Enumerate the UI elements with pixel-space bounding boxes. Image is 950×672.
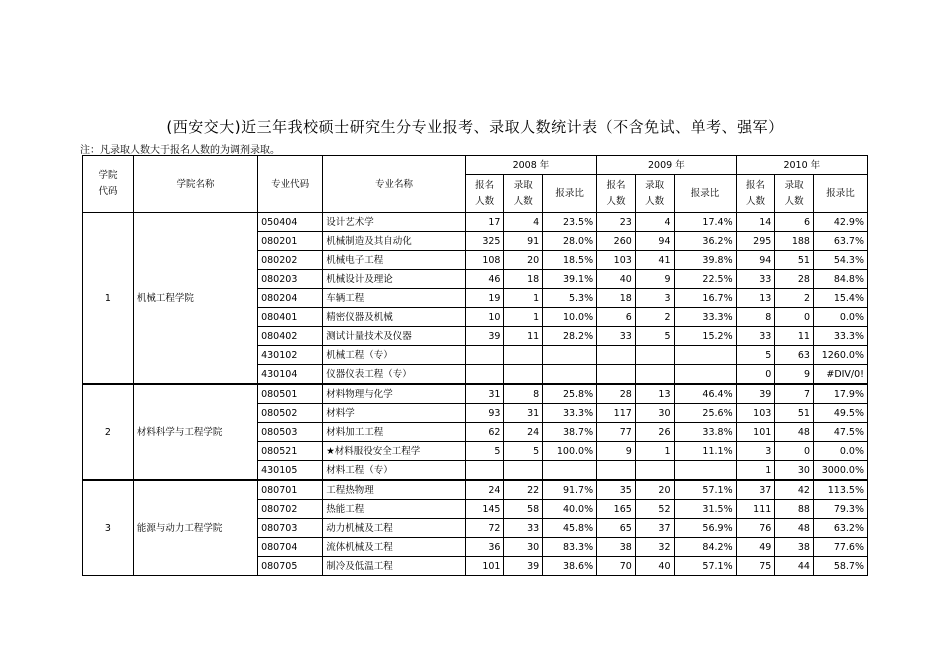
admitted-count-cell: 1 xyxy=(504,289,543,308)
applied-count-cell: 5 xyxy=(736,346,775,365)
admitted-count-cell xyxy=(635,461,674,481)
admitted-count-cell: 1 xyxy=(504,308,543,327)
admitted-count-cell: 30 xyxy=(775,461,814,481)
ratio-cell: #DIV/0! xyxy=(813,365,867,385)
applied-count-cell xyxy=(597,346,636,365)
major-name-cell: 设计艺术学 xyxy=(323,213,466,232)
admitted-count-cell: 94 xyxy=(635,232,674,251)
admitted-count-cell: 88 xyxy=(775,500,814,519)
admitted-count-cell: 2 xyxy=(775,289,814,308)
applied-count-cell xyxy=(597,365,636,385)
ratio-cell: 39.1% xyxy=(543,270,597,289)
admitted-count-cell: 4 xyxy=(635,213,674,232)
admitted-count-cell: 39 xyxy=(504,557,543,576)
ratio-cell: 16.7% xyxy=(674,289,736,308)
applied-count-cell: 70 xyxy=(597,557,636,576)
applied-count-cell: 165 xyxy=(597,500,636,519)
applied-count-cell: 72 xyxy=(465,519,504,538)
major-name-cell: 机械工程（专） xyxy=(323,346,466,365)
header-applied: 报名人数 xyxy=(597,175,636,213)
admitted-count-cell: 11 xyxy=(775,327,814,346)
ratio-cell: 22.5% xyxy=(674,270,736,289)
major-code-cell: 080204 xyxy=(258,289,323,308)
applied-count-cell: 39 xyxy=(465,327,504,346)
ratio-cell: 57.1% xyxy=(674,480,736,500)
applied-count-cell: 19 xyxy=(465,289,504,308)
school-code-cell: 2 xyxy=(83,384,134,480)
major-name-cell: 工程热物理 xyxy=(323,480,466,500)
ratio-cell: 0.0% xyxy=(813,442,867,461)
table-note: 注：凡录取人数大于报名人数的为调剂录取。 xyxy=(80,145,280,156)
ratio-cell xyxy=(674,461,736,481)
ratio-cell: 33.8% xyxy=(674,423,736,442)
admitted-count-cell: 18 xyxy=(504,270,543,289)
admitted-count-cell: 30 xyxy=(504,538,543,557)
applied-count-cell: 37 xyxy=(736,480,775,500)
applied-count-cell: 77 xyxy=(597,423,636,442)
ratio-cell: 28.0% xyxy=(543,232,597,251)
header-row-years xyxy=(83,156,868,175)
ratio-cell: 58.7% xyxy=(813,557,867,576)
applied-count-cell: 65 xyxy=(597,519,636,538)
ratio-cell: 40.0% xyxy=(543,500,597,519)
admitted-count-cell: 4 xyxy=(504,213,543,232)
admitted-count-cell: 5 xyxy=(504,442,543,461)
admitted-count-cell: 5 xyxy=(635,327,674,346)
applied-count-cell: 3 xyxy=(736,442,775,461)
ratio-cell: 17.9% xyxy=(813,384,867,404)
major-name-cell: 材料学 xyxy=(323,404,466,423)
applied-count-cell: 23 xyxy=(597,213,636,232)
applied-count-cell: 111 xyxy=(736,500,775,519)
applied-count-cell: 31 xyxy=(465,384,504,404)
applied-count-cell: 108 xyxy=(465,251,504,270)
applied-count-cell: 325 xyxy=(465,232,504,251)
ratio-cell: 79.3% xyxy=(813,500,867,519)
header-major-name: 专业名称 xyxy=(323,156,466,213)
ratio-cell: 36.2% xyxy=(674,232,736,251)
major-name-cell: 材料物理与化学 xyxy=(323,384,466,404)
major-code-cell: 080402 xyxy=(258,327,323,346)
school-code-cell: 1 xyxy=(83,213,134,385)
ratio-cell: 113.5% xyxy=(813,480,867,500)
applied-count-cell xyxy=(465,365,504,385)
ratio-cell xyxy=(543,365,597,385)
applied-count-cell: 117 xyxy=(597,404,636,423)
admitted-count-cell: 13 xyxy=(635,384,674,404)
ratio-cell: 38.7% xyxy=(543,423,597,442)
header-school-code: 学院代码 xyxy=(83,156,134,213)
ratio-cell: 91.7% xyxy=(543,480,597,500)
header-admitted: 录取人数 xyxy=(775,175,814,213)
admitted-count-cell: 7 xyxy=(775,384,814,404)
ratio-cell: 25.8% xyxy=(543,384,597,404)
ratio-cell xyxy=(674,365,736,385)
major-name-cell: 材料工程（专） xyxy=(323,461,466,481)
applied-count-cell: 36 xyxy=(465,538,504,557)
admitted-count-cell: 42 xyxy=(775,480,814,500)
admitted-count-cell: 52 xyxy=(635,500,674,519)
major-name-cell: ★材料服役安全工程学 xyxy=(323,442,466,461)
major-code-cell: 080201 xyxy=(258,232,323,251)
major-code-cell: 050404 xyxy=(258,213,323,232)
admitted-count-cell: 44 xyxy=(775,557,814,576)
applied-count-cell: 145 xyxy=(465,500,504,519)
ratio-cell: 56.9% xyxy=(674,519,736,538)
admitted-count-cell: 28 xyxy=(775,270,814,289)
header-year-2010: 2010 年 xyxy=(736,156,867,175)
major-code-cell: 080401 xyxy=(258,308,323,327)
admitted-count-cell xyxy=(504,365,543,385)
major-code-cell: 080203 xyxy=(258,270,323,289)
ratio-cell: 23.5% xyxy=(543,213,597,232)
ratio-cell: 3000.0% xyxy=(813,461,867,481)
ratio-cell: 47.5% xyxy=(813,423,867,442)
major-code-cell: 080704 xyxy=(258,538,323,557)
applied-count-cell: 260 xyxy=(597,232,636,251)
applied-count-cell: 33 xyxy=(736,327,775,346)
ratio-cell: 15.2% xyxy=(674,327,736,346)
admitted-count-cell: 31 xyxy=(504,404,543,423)
header-school-name: 学院名称 xyxy=(133,156,257,213)
admitted-count-cell: 1 xyxy=(635,442,674,461)
major-name-cell: 流体机械及工程 xyxy=(323,538,466,557)
admitted-count-cell: 63 xyxy=(775,346,814,365)
ratio-cell: 17.4% xyxy=(674,213,736,232)
major-code-cell: 430105 xyxy=(258,461,323,481)
admitted-count-cell: 24 xyxy=(504,423,543,442)
ratio-cell: 31.5% xyxy=(674,500,736,519)
major-code-cell: 080502 xyxy=(258,404,323,423)
ratio-cell: 18.5% xyxy=(543,251,597,270)
applied-count-cell: 75 xyxy=(736,557,775,576)
major-code-cell: 080503 xyxy=(258,423,323,442)
admitted-count-cell: 58 xyxy=(504,500,543,519)
applied-count-cell: 24 xyxy=(465,480,504,500)
major-code-cell: 080702 xyxy=(258,500,323,519)
admitted-count-cell: 11 xyxy=(504,327,543,346)
applied-count-cell: 14 xyxy=(736,213,775,232)
admitted-count-cell: 91 xyxy=(504,232,543,251)
ratio-cell: 33.3% xyxy=(543,404,597,423)
school-name-cell: 材料科学与工程学院 xyxy=(133,384,257,480)
ratio-cell: 11.1% xyxy=(674,442,736,461)
ratio-cell: 33.3% xyxy=(674,308,736,327)
table-row xyxy=(83,480,868,500)
admitted-count-cell: 0 xyxy=(775,442,814,461)
header-admitted: 录取人数 xyxy=(504,175,543,213)
ratio-cell: 63.7% xyxy=(813,232,867,251)
admitted-count-cell: 30 xyxy=(635,404,674,423)
admitted-count-cell: 32 xyxy=(635,538,674,557)
ratio-cell: 84.8% xyxy=(813,270,867,289)
admitted-count-cell xyxy=(504,461,543,481)
admitted-count-cell: 6 xyxy=(775,213,814,232)
admitted-count-cell: 20 xyxy=(635,480,674,500)
applied-count-cell: 9 xyxy=(597,442,636,461)
applied-count-cell: 62 xyxy=(465,423,504,442)
applied-count-cell: 39 xyxy=(736,384,775,404)
major-name-cell: 制冷及低温工程 xyxy=(323,557,466,576)
table-row xyxy=(83,213,868,232)
major-name-cell: 车辆工程 xyxy=(323,289,466,308)
applied-count-cell: 13 xyxy=(736,289,775,308)
school-name-cell: 能源与动力工程学院 xyxy=(133,480,257,576)
major-name-cell: 机械电子工程 xyxy=(323,251,466,270)
applied-count-cell: 94 xyxy=(736,251,775,270)
ratio-cell: 38.6% xyxy=(543,557,597,576)
admitted-count-cell: 20 xyxy=(504,251,543,270)
ratio-cell: 100.0% xyxy=(543,442,597,461)
major-name-cell: 机械设计及理论 xyxy=(323,270,466,289)
applied-count-cell: 1 xyxy=(736,461,775,481)
ratio-cell: 39.8% xyxy=(674,251,736,270)
ratio-cell: 0.0% xyxy=(813,308,867,327)
applied-count-cell: 49 xyxy=(736,538,775,557)
admitted-count-cell: 188 xyxy=(775,232,814,251)
ratio-cell: 83.3% xyxy=(543,538,597,557)
ratio-cell xyxy=(674,346,736,365)
applied-count-cell: 17 xyxy=(465,213,504,232)
admitted-count-cell: 51 xyxy=(775,251,814,270)
ratio-cell: 33.3% xyxy=(813,327,867,346)
admitted-count-cell: 9 xyxy=(635,270,674,289)
major-name-cell: 材料加工工程 xyxy=(323,423,466,442)
ratio-cell: 45.8% xyxy=(543,519,597,538)
major-name-cell: 测试计量技术及仪器 xyxy=(323,327,466,346)
ratio-cell: 15.4% xyxy=(813,289,867,308)
major-code-cell: 080701 xyxy=(258,480,323,500)
admitted-count-cell: 48 xyxy=(775,519,814,538)
header-ratio: 报录比 xyxy=(543,175,597,213)
admitted-count-cell: 40 xyxy=(635,557,674,576)
header-admitted: 录取人数 xyxy=(635,175,674,213)
applied-count-cell: 101 xyxy=(465,557,504,576)
major-code-cell: 080202 xyxy=(258,251,323,270)
table-row xyxy=(83,384,868,404)
ratio-cell: 5.3% xyxy=(543,289,597,308)
ratio-cell xyxy=(543,461,597,481)
ratio-cell: 63.2% xyxy=(813,519,867,538)
admitted-count-cell: 51 xyxy=(775,404,814,423)
applied-count-cell: 40 xyxy=(597,270,636,289)
applied-count-cell: 295 xyxy=(736,232,775,251)
applied-count-cell: 101 xyxy=(736,423,775,442)
applied-count-cell: 18 xyxy=(597,289,636,308)
admitted-count-cell: 2 xyxy=(635,308,674,327)
table-body xyxy=(83,213,868,576)
applied-count-cell: 6 xyxy=(597,308,636,327)
ratio-cell: 28.2% xyxy=(543,327,597,346)
admitted-count-cell: 0 xyxy=(775,308,814,327)
ratio-cell: 10.0% xyxy=(543,308,597,327)
applied-count-cell: 33 xyxy=(597,327,636,346)
major-code-cell: 430104 xyxy=(258,365,323,385)
major-name-cell: 热能工程 xyxy=(323,500,466,519)
header-major-code: 专业代码 xyxy=(258,156,323,213)
ratio-cell xyxy=(543,346,597,365)
admitted-count-cell: 33 xyxy=(504,519,543,538)
applied-count-cell: 76 xyxy=(736,519,775,538)
admitted-count-cell: 26 xyxy=(635,423,674,442)
major-name-cell: 仪器仪表工程（专） xyxy=(323,365,466,385)
statistics-table xyxy=(82,155,868,576)
header-year-2008: 2008 年 xyxy=(465,156,596,175)
applied-count-cell: 103 xyxy=(736,404,775,423)
applied-count-cell: 33 xyxy=(736,270,775,289)
applied-count-cell: 10 xyxy=(465,308,504,327)
header-ratio: 报录比 xyxy=(674,175,736,213)
admitted-count-cell: 22 xyxy=(504,480,543,500)
major-name-cell: 动力机械及工程 xyxy=(323,519,466,538)
applied-count-cell: 103 xyxy=(597,251,636,270)
applied-count-cell: 0 xyxy=(736,365,775,385)
admitted-count-cell: 38 xyxy=(775,538,814,557)
ratio-cell: 42.9% xyxy=(813,213,867,232)
admitted-count-cell: 37 xyxy=(635,519,674,538)
admitted-count-cell xyxy=(504,346,543,365)
major-name-cell: 机械制造及其自动化 xyxy=(323,232,466,251)
admitted-count-cell: 9 xyxy=(775,365,814,385)
admitted-count-cell: 3 xyxy=(635,289,674,308)
admitted-count-cell xyxy=(635,346,674,365)
ratio-cell: 54.3% xyxy=(813,251,867,270)
applied-count-cell xyxy=(465,346,504,365)
ratio-cell: 25.6% xyxy=(674,404,736,423)
admitted-count-cell: 8 xyxy=(504,384,543,404)
applied-count-cell xyxy=(597,461,636,481)
header-applied: 报名人数 xyxy=(465,175,504,213)
admitted-count-cell: 48 xyxy=(775,423,814,442)
applied-count-cell: 38 xyxy=(597,538,636,557)
header-year-2009: 2009 年 xyxy=(597,156,736,175)
applied-count-cell xyxy=(465,461,504,481)
ratio-cell: 49.5% xyxy=(813,404,867,423)
admitted-count-cell xyxy=(635,365,674,385)
major-code-cell: 080521 xyxy=(258,442,323,461)
ratio-cell: 46.4% xyxy=(674,384,736,404)
ratio-cell: 1260.0% xyxy=(813,346,867,365)
applied-count-cell: 8 xyxy=(736,308,775,327)
major-code-cell: 430102 xyxy=(258,346,323,365)
major-code-cell: 080703 xyxy=(258,519,323,538)
page-title: (西安交大)近三年我校硕士研究生分专业报考、录取人数统计表（不含免试、单考、强军） xyxy=(166,118,784,136)
ratio-cell: 77.6% xyxy=(813,538,867,557)
header-applied: 报名人数 xyxy=(736,175,775,213)
applied-count-cell: 5 xyxy=(465,442,504,461)
applied-count-cell: 93 xyxy=(465,404,504,423)
major-name-cell: 精密仪器及机械 xyxy=(323,308,466,327)
ratio-cell: 84.2% xyxy=(674,538,736,557)
major-code-cell: 080705 xyxy=(258,557,323,576)
applied-count-cell: 28 xyxy=(597,384,636,404)
major-code-cell: 080501 xyxy=(258,384,323,404)
admitted-count-cell: 41 xyxy=(635,251,674,270)
applied-count-cell: 46 xyxy=(465,270,504,289)
header-ratio: 报录比 xyxy=(813,175,867,213)
applied-count-cell: 35 xyxy=(597,480,636,500)
school-name-cell: 机械工程学院 xyxy=(133,213,257,385)
school-code-cell: 3 xyxy=(83,480,134,576)
ratio-cell: 57.1% xyxy=(674,557,736,576)
